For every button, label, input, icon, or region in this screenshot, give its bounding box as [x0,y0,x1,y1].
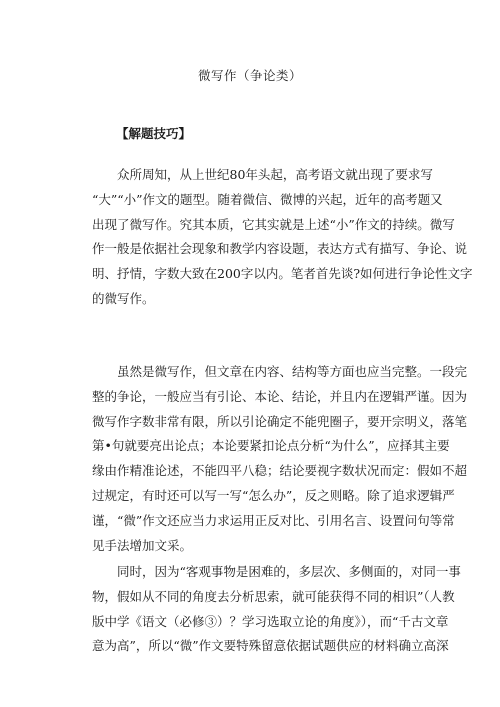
text-line: 的微写作。 [92,290,155,306]
text-line: 见手法增加文采。 [92,537,193,553]
text-line: 版中学《语文（必修③）？学习选取立论的角度》），而“千古文章 [92,613,449,629]
document-title: 微写作（争论类） [197,68,302,83]
text-line: 过规定，有时还可以写一写“怎么办”，反之则略。除了追求逻辑严 [92,487,455,503]
text-line: 明、抒情，字数大致在200字以内。笔者首先谈?如何进行争论性文字 [92,266,473,282]
text-line: 虽然是微写作，但文章在内容、结构等方面也应当完整。一段完 [92,364,468,379]
text-line: 缘由作精准论述，不能四平八稳；结论要视字数状况而定：假如不超 [92,463,468,479]
text-line: 出现了微写作。究其本质，它其实就是上述“小”作文的持续。微写 [92,216,455,232]
paragraph-2 [92,360,468,558]
text-line: 物，假如从不同的角度去分析思索，就可能获得不同的相识”（人教 [92,588,455,604]
section-heading: 【解题技巧】 [116,126,192,141]
text-line: 同时，因为“客观事物是困难的，多层次、多侧面的，对同一事 [92,564,461,579]
text-line: 意为高”，所以“微”作文要特殊留意依据试题供应的材料确立高深 [92,638,449,654]
text-line: 作一般是依据社会现象和教学内容设题，表达方式有描写、争论、说 [92,241,468,257]
paragraph-3 [92,560,461,659]
text-line: 众所周知，从上世纪80年头起，高考语文就出现了要求写 [92,167,433,182]
text-line: 整的争论，一般应当有引论、本论、结论，并且内在逻辑严谨。因为 [92,388,468,404]
text-line: 谨，“微”作文还应当力求运用正反对比、引用名言、设置问句等常 [92,512,455,528]
text-line: “大”“小”作文的题型。随着微信、微博的兴起，近年的高考题又 [92,191,443,207]
text-line: 微写作字数非常有限，所以引论确定不能兜圈子，要开宗明义，落笔 [92,413,468,429]
paragraph-1 [92,163,473,312]
text-line: 第•句就要亮出论点；本论要紧扣论点分析“为什么”，应择其主要 [92,438,450,454]
